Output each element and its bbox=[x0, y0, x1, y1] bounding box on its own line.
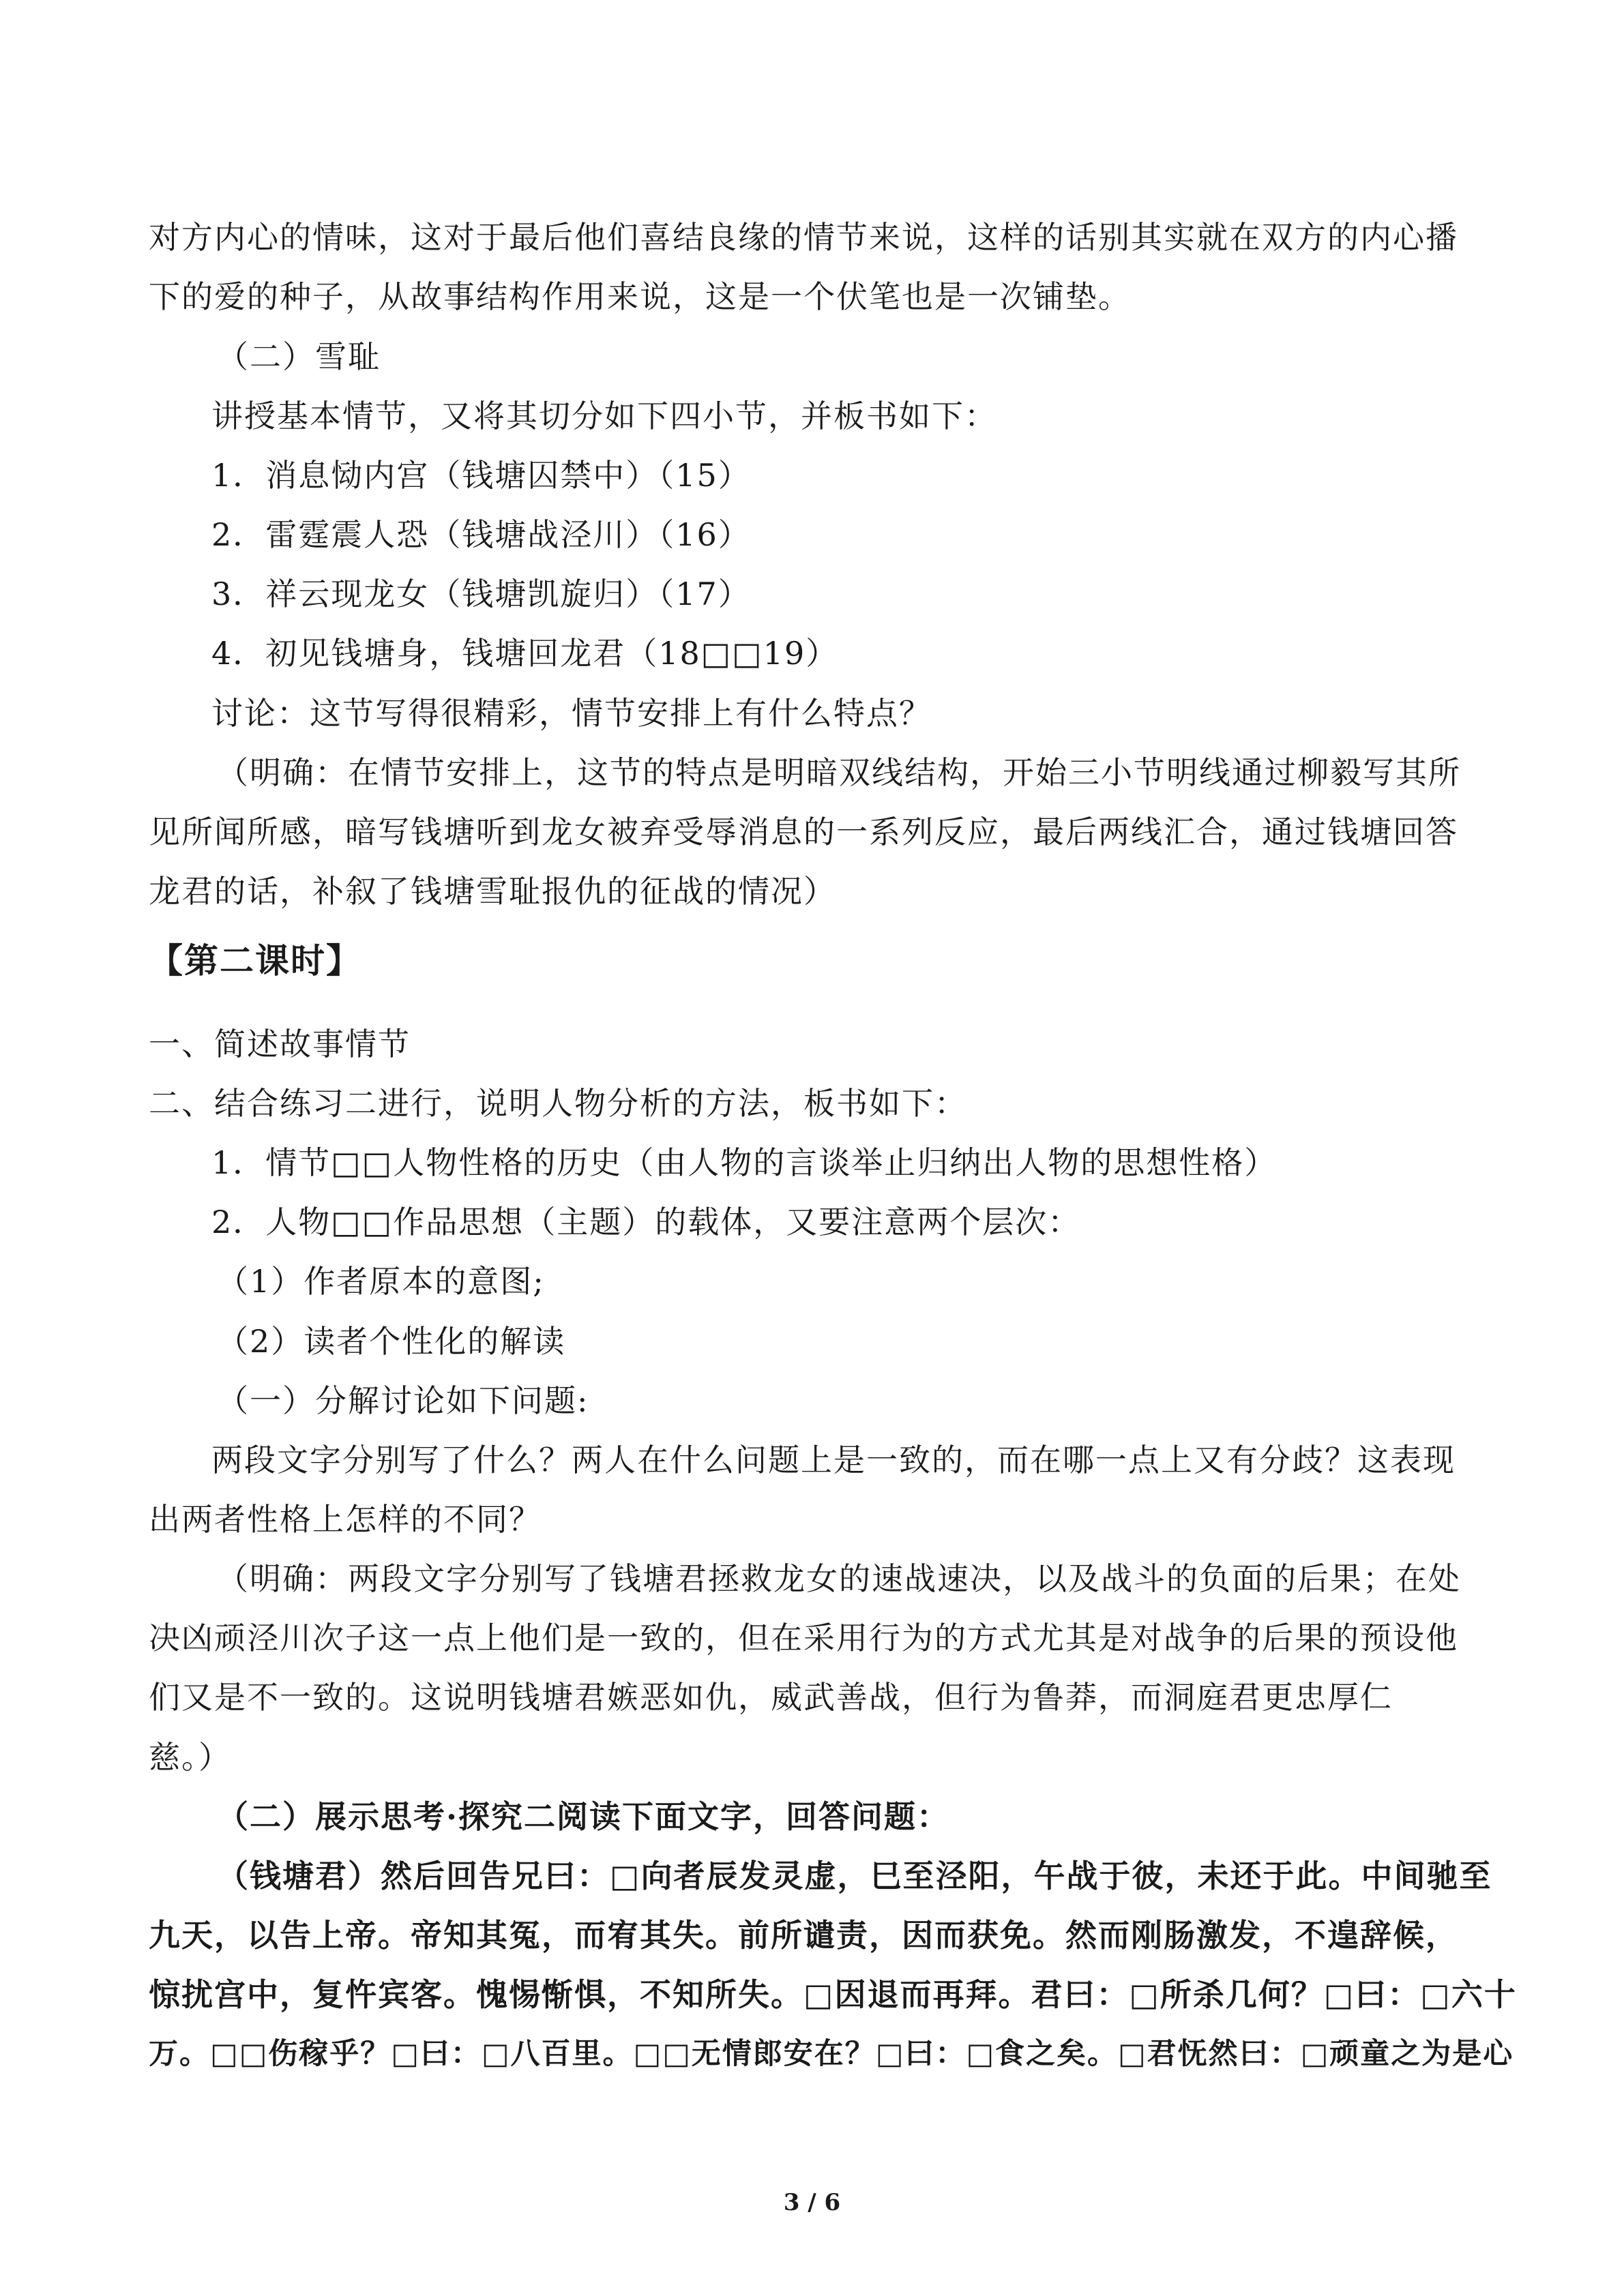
paragraph-line: 龙君的话，补叙了钱塘雪耻报仇的征战的情况） bbox=[149, 873, 836, 910]
outline-item: 二、结合练习二进行，说明人物分析的方法，板书如下： bbox=[149, 1085, 967, 1122]
list-item: 1．消息恸内宫（钱塘囚禁中）（15） bbox=[211, 457, 751, 494]
section-subheading: （二）雪耻 bbox=[217, 338, 381, 375]
paragraph-line: （明确：在情节安排上，这节的特点是明暗双线结构，开始三小节明线通过柳毅写其所 bbox=[217, 754, 1461, 791]
paragraph-line: （明确：两段文字分别写了钱塘君拯救龙女的速战速决，以及战斗的负面的后果；在处 bbox=[217, 1560, 1461, 1597]
section-subheading: （一）分解讨论如下问题: bbox=[217, 1382, 589, 1419]
paragraph-line: 下的爱的种子，从故事结构作用来说，这是一个伏笔也是一次铺垫。 bbox=[149, 278, 1131, 315]
section-subheading: （二）展示思考·探究二阅读下面文字，回答问题： bbox=[217, 1798, 950, 1835]
paragraph-line: 慈。） bbox=[149, 1739, 231, 1776]
list-item: （1）作者原本的意图; bbox=[217, 1263, 545, 1300]
quote-line: 惊扰宫中，复忤宾客。愧惕惭惧，不知所失。□因退而再拜。君曰：□所杀几何？□曰：□六十 bbox=[149, 1976, 1517, 2013]
list-item: 2．人物□□作品思想（主题）的载体，又要注意两个层次： bbox=[211, 1204, 1081, 1240]
quote-line: 万。□□伤稼乎？□曰：□八百里。□□无情郎安在？□曰：□食之矣。□君怃然曰：□顽童之为是心 bbox=[149, 2037, 1514, 2071]
paragraph-line: 见所闻所感，暗写钱塘听到龙女被弃受辱消息的一系列反应，最后两线汇合，通过钱塘回答 bbox=[149, 814, 1458, 850]
paragraph-line: 对方内心的情味，这对于最后他们喜结良缘的情节来说，这样的话别其实就在双方的内心播 bbox=[149, 219, 1458, 256]
paragraph-line: 出两者性格上怎样的不同？ bbox=[149, 1501, 542, 1538]
list-item: 1．情节□□人物性格的历史（由人物的言谈举止归纳出人物的思想性格） bbox=[211, 1144, 1278, 1181]
list-item: 2．雷霆震人恐（钱塘战泾川）（16） bbox=[211, 516, 751, 553]
page-number: 3 / 6 bbox=[783, 2189, 841, 2216]
paragraph-line: 讨论：这节写得很精彩，情节安排上有什么特点？ bbox=[211, 695, 932, 732]
outline-item: 一、简述故事情节 bbox=[149, 1026, 411, 1062]
list-item: 4．初见钱塘身，钱塘回龙君（18□□19） bbox=[211, 635, 839, 672]
section-heading: 【第二课时】 bbox=[149, 940, 361, 981]
paragraph-line: 讲授基本情节，又将其切分如下四小节，并板书如下： bbox=[211, 398, 997, 434]
paragraph-line: 决凶顽泾川次子这一点上他们是一致的，但在采用行为的方式尤其是对战争的后果的预设他 bbox=[149, 1620, 1458, 1656]
list-item: （2）读者个性化的解读 bbox=[217, 1323, 566, 1360]
quote-line: 九天，以告上帝。帝知其冤，而宥其失。前所谴责，因而获免。然而刚肠激发，不遑辞候， bbox=[149, 1917, 1458, 1954]
paragraph-line: 两段文字分别写了什么？两人在什么问题上是一致的，而在哪一点上又有分歧？这表现 bbox=[211, 1442, 1456, 1478]
paragraph-line: 们又是不一致的。这说明钱塘君嫉恶如仇，威武善战，但行为鲁莽，而洞庭君更忠厚仁 bbox=[149, 1679, 1393, 1716]
quote-line: （钱塘君）然后回告兄曰：□向者辰发灵虚，巳至泾阳，午战于彼，未还于此。中间驰至 bbox=[217, 1858, 1492, 1894]
list-item: 3．祥云现龙女（钱塘凯旋归）（17） bbox=[211, 576, 751, 612]
